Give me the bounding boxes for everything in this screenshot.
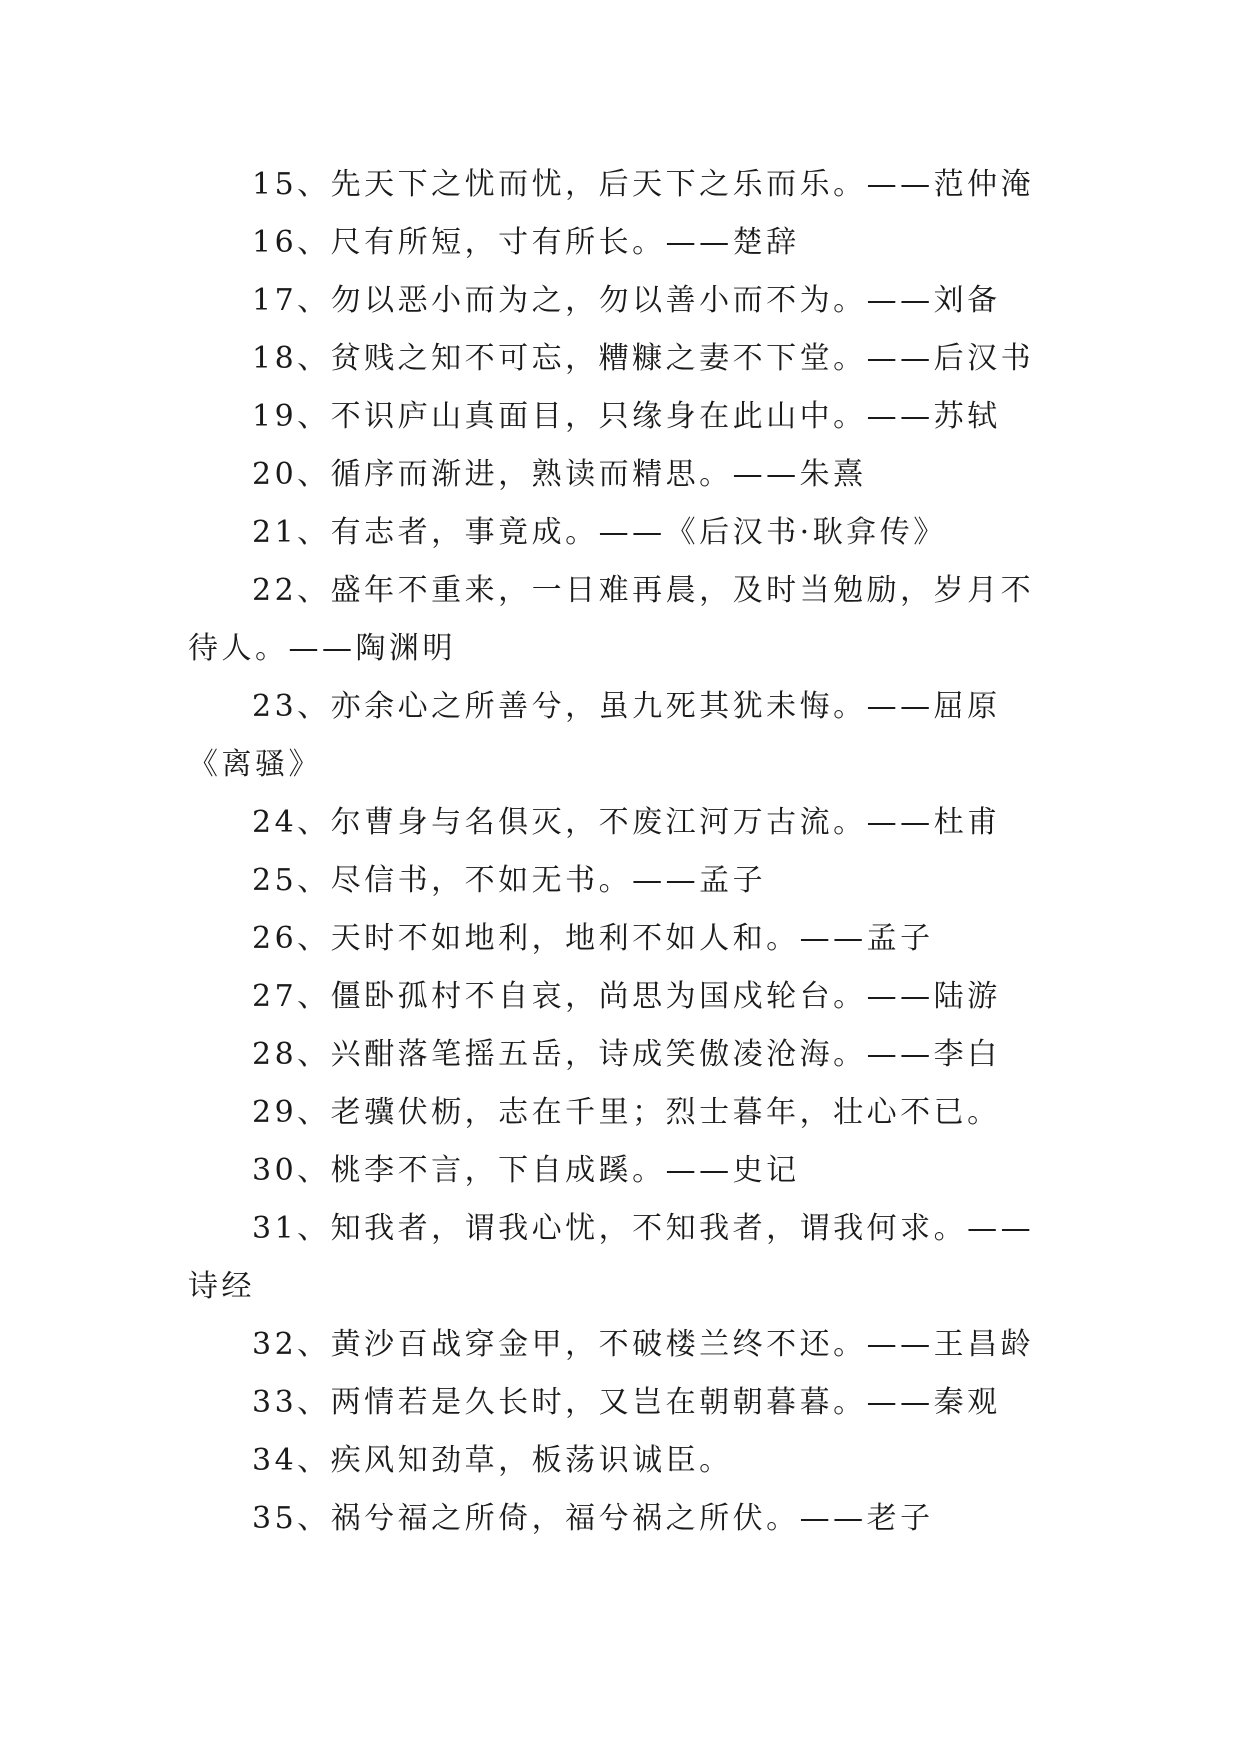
quote-item: 22、盛年不重来，一日难再晨，及时当勉励，岁月不待人。——陶渊明	[188, 573, 1035, 666]
quote-item: 16、尺有所短，寸有所长。——楚辞	[252, 225, 800, 260]
quote-item: 33、两情若是久长时，又岂在朝朝暮暮。——秦观	[252, 1385, 1001, 1420]
quote-item: 21、有志者，事竟成。——《后汉书·耿弇传》	[252, 515, 947, 550]
quote-item: 34、疾风知劲草，板荡识诚臣。	[252, 1443, 733, 1478]
quote-item: 32、黄沙百战穿金甲，不破楼兰终不还。——王昌龄	[252, 1327, 1035, 1362]
quote-item: 23、亦余心之所善兮，虽九死其犹未悔。——屈原《离骚》	[188, 689, 1001, 782]
quote-item: 29、老骥伏枥，志在千里；烈士暮年，壮心不已。	[252, 1095, 1001, 1130]
quote-item: 24、尔曹身与名俱灭，不废江河万古流。——杜甫	[252, 805, 1001, 840]
quote-item: 30、桃李不言，下自成蹊。——史记	[252, 1153, 800, 1188]
quote-item: 35、祸兮福之所倚，福兮祸之所伏。——老子	[252, 1501, 934, 1536]
quote-list	[188, 156, 1058, 1548]
quote-item: 31、知我者，谓我心忧，不知我者，谓我何求。——诗经	[188, 1211, 1035, 1304]
quote-item: 25、尽信书，不如无书。——孟子	[252, 863, 767, 898]
quote-item: 15、先天下之忧而忧，后天下之乐而乐。——范仲淹	[252, 167, 1035, 202]
quote-item: 27、僵卧孤村不自哀，尚思为国戍轮台。——陆游	[252, 979, 1001, 1014]
quote-item: 28、兴酣落笔摇五岳，诗成笑傲凌沧海。——李白	[252, 1037, 1001, 1072]
quote-item: 19、不识庐山真面目，只缘身在此山中。——苏轼	[252, 399, 1001, 434]
quote-item: 18、贫贱之知不可忘，糟糠之妻不下堂。——后汉书	[252, 341, 1035, 376]
quote-item: 26、天时不如地利，地利不如人和。——孟子	[252, 921, 934, 956]
quote-item: 20、循序而渐进，熟读而精思。——朱熹	[252, 457, 867, 492]
quote-item: 17、勿以恶小而为之，勿以善小而不为。——刘备	[252, 283, 1001, 318]
